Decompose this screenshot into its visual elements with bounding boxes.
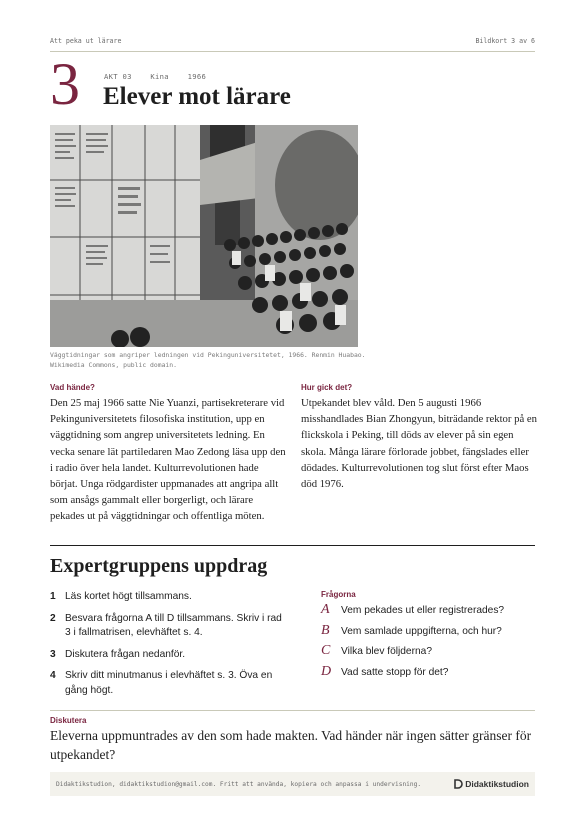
step-number: 1 — [50, 591, 56, 602]
assignment-heading: Expertgruppens uppdrag — [50, 555, 268, 577]
card-number: 3 — [50, 51, 80, 117]
card-country: Kina — [150, 72, 169, 81]
what-happened-section — [50, 383, 286, 525]
what-happened-text: Den 25 maj 1966 satte Nie Yuanzi, partisekreterare vid Pekinguniversitetets filosofiska institution, upp en väggtidning som angrep universitetets ledning. En vecka senare lät partiledaren Mao Zedong läsa upp den i radio över hela landet. Kulturrevolutionen hade börjat. Unga rödgardister uppmanades att angripa allt som ansågs gammalt eller borgerligt, och lärare pekades ut på väggtidningar och offentliga möten. — [50, 397, 286, 523]
how-it-went-section — [301, 383, 537, 492]
question-text: Vem pekades ut eller registrerades? — [341, 605, 505, 616]
card-meta — [104, 72, 220, 81]
header-topic: Att peka ut lärare — [50, 37, 122, 45]
step-item — [50, 590, 290, 605]
question-item — [321, 643, 504, 664]
how-it-went-text: Utpekandet blev våld. Den 5 augusti 1966 misshandlades Bian Zhongyun, biträdande rektor på en flickskola i Peking, till döds av elever på sin egen skola. Många lärare förlorade jobbet, fängslades eller dödades. Kulturrevolutionen tog slut först efter Maos död 1976. — [301, 397, 537, 491]
step-item — [50, 612, 290, 641]
section-divider — [50, 545, 535, 546]
footer-credit: Didaktikstudion, didaktikstudion@gmail.com. Fritt att använda, kopiera och anpassa i undervisning. — [56, 780, 422, 788]
discuss-divider — [50, 710, 535, 711]
question-text: Vad satte stopp för det? — [341, 666, 449, 678]
step-text: Besvara frågorna A till D tillsammans. Skriv i rad 3 i fallmatrisen, elevhäftet s. 4. — [65, 612, 282, 638]
step-text: Diskutera frågan nedanför. — [65, 648, 186, 660]
questions-list — [321, 602, 504, 684]
photo-illustration — [50, 125, 358, 347]
questions-label: Frågorna — [321, 590, 356, 599]
brand-name: Didaktikstudion — [465, 779, 529, 789]
step-number: 4 — [50, 670, 56, 681]
question-item — [321, 602, 504, 623]
photo-caption: Väggtidningar som angriper ledningen vid Pekinguniversitetet, 1966. Renmin Huabao. Wikimedia Commons, public domain. — [50, 351, 366, 369]
question-item — [321, 623, 504, 644]
step-number: 3 — [50, 648, 56, 660]
historical-photo — [50, 125, 358, 347]
what-happened-label: Vad hände? — [50, 383, 95, 392]
header-card-counter: Bildkort 3 av 6 — [475, 37, 535, 45]
question-text: Vilka blev följderna? — [341, 646, 432, 657]
running-header — [50, 37, 535, 49]
assignment-steps — [50, 590, 290, 705]
step-item — [50, 648, 290, 663]
discuss-question: Eleverna uppmuntrades av den som hade makten. Vad händer när ingen sätter gränser för utpekandet? — [50, 728, 532, 762]
question-text: Vem samlade uppgifterna, och hur? — [341, 625, 502, 637]
question-letter: D — [321, 663, 332, 679]
question-letter: A — [321, 602, 330, 617]
card-year: 1966 — [187, 72, 207, 81]
step-number: 2 — [50, 612, 56, 624]
discuss-label: Diskutera — [50, 716, 87, 725]
brand-mark-icon — [454, 779, 463, 789]
header-divider — [50, 51, 535, 52]
question-letter: C — [321, 643, 331, 658]
step-text: Skriv ditt minutmanus i elevhäftet s. 3. Öva en gång högt. — [65, 670, 273, 696]
card-act: AKT 03 — [104, 72, 132, 81]
footer — [50, 772, 535, 796]
step-text: Läs kortet högt tillsammans. — [65, 591, 192, 602]
how-it-went-label: Hur gick det? — [301, 383, 353, 392]
step-item — [50, 669, 290, 698]
card-title: Elever mot lärare — [103, 83, 291, 110]
question-letter: B — [321, 622, 330, 638]
brand-logo — [454, 779, 529, 789]
question-item — [321, 664, 504, 685]
